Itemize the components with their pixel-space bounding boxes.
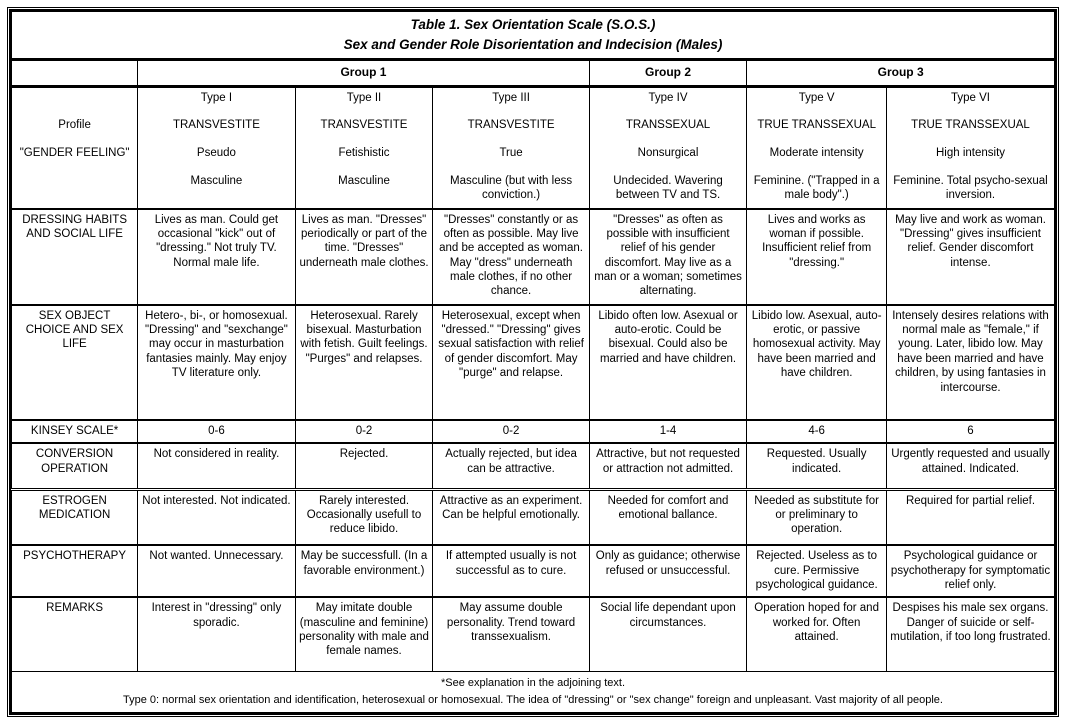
type-name-iv: TRANSSEXUAL bbox=[625, 118, 711, 131]
remarks-row bbox=[12, 597, 1055, 671]
profile-cell-type-vi bbox=[887, 86, 1055, 209]
dressing-row bbox=[12, 209, 1055, 305]
table-title-line2: Sex and Gender Role Disorientation and Indecision (Males) bbox=[343, 36, 723, 52]
cell-remarks-type-vi: Despises his male sex organs. Danger of suicide or self-mutilation, if too long frustrated. bbox=[887, 597, 1055, 671]
type-name-vi: TRUE TRANSSEXUAL bbox=[911, 118, 1030, 131]
estrogen-row bbox=[12, 489, 1055, 545]
cell-remarks-type-iii: May assume double personality. Trend toward transsexualism. bbox=[433, 597, 589, 671]
type-subtype-ii: Fetishistic bbox=[338, 146, 390, 159]
sex-object-row bbox=[12, 305, 1055, 420]
psychotherapy-row bbox=[12, 545, 1055, 597]
row-label-remarks: REMARKS bbox=[12, 597, 138, 671]
cell-conversion-type-iii: Actually rejected, but idea can be attractive. bbox=[433, 443, 589, 489]
profile-cell-type-i bbox=[138, 86, 295, 209]
title-row bbox=[12, 12, 1055, 60]
type-name-i: TRANSVESTITE bbox=[172, 118, 260, 131]
conversion-row bbox=[12, 443, 1055, 489]
type-feeling-iv: Undecided. Wavering between TV and TS. bbox=[613, 174, 723, 201]
group-header-spacer bbox=[12, 60, 138, 87]
type-subtype-iv: Nonsurgical bbox=[637, 146, 699, 159]
cell-remarks-type-i: Interest in "dressing" only sporadic. bbox=[138, 597, 295, 671]
row-label-conversion: CONVERSION OPERATION bbox=[12, 443, 138, 489]
profile-label-line2: "GENDER FEELING" bbox=[19, 146, 130, 159]
group-header-1: Group 1 bbox=[138, 60, 590, 87]
profile-cell-type-iv bbox=[589, 86, 746, 209]
type-header-ii: Type II bbox=[346, 91, 382, 104]
profile-cell-type-v bbox=[747, 86, 887, 209]
row-label-sex-object: SEX OBJECT CHOICE AND SEX LIFE bbox=[12, 305, 138, 420]
type-feeling-v: Feminine. ("Trapped in a male body".) bbox=[753, 174, 880, 201]
table-inner-border bbox=[9, 9, 1057, 715]
type-feeling-i: Masculine bbox=[190, 174, 243, 187]
cell-remarks-type-ii: May imitate double (masculine and feminine) personality with male and female names. bbox=[295, 597, 433, 671]
cell-dressing-type-v: Lives and works as woman if possible. Insufficient relief from "dressing." bbox=[747, 209, 887, 305]
cell-psychotherapy-type-i: Not wanted. Unnecessary. bbox=[138, 545, 295, 597]
footnotes bbox=[12, 672, 1055, 713]
cell-sex-object-type-v: Libido low. Asexual, auto-erotic, or passive homosexual activity. May have been married and have children. bbox=[747, 305, 887, 420]
cell-remarks-type-iv: Social life dependant upon circumstances. bbox=[589, 597, 746, 671]
type-name-ii: TRANSVESTITE bbox=[320, 118, 408, 131]
type-header-vi: Type VI bbox=[951, 91, 990, 104]
cell-estrogen-type-iv: Needed for comfort and emotional ballance. bbox=[589, 489, 746, 545]
cell-sex-object-type-i: Hetero-, bi-, or homosexual. "Dressing" and "sexchange" may occur in masturbation fantasies mainly. May enjoy TV literature only. bbox=[138, 305, 295, 420]
type-subtype-vi: High intensity bbox=[935, 146, 1006, 159]
type-header-iii: Type III bbox=[492, 91, 530, 104]
type-subtype-v: Moderate intensity bbox=[769, 146, 864, 159]
cell-kinsey-type-i: 0-6 bbox=[138, 420, 295, 443]
type-subtype-iii: True bbox=[499, 146, 523, 159]
cell-kinsey-type-iii: 0-2 bbox=[433, 420, 589, 443]
cell-dressing-type-iv: "Dresses" as often as possible with insufficient relief of his gender discomfort. May live as a man or a woman; sometimes alternating. bbox=[589, 209, 746, 305]
profile-cell-type-iii bbox=[433, 86, 589, 209]
cell-psychotherapy-type-iv: Only as guidance; otherwise refused or unsuccessful. bbox=[589, 545, 746, 597]
row-label-kinsey: KINSEY SCALE* bbox=[12, 420, 138, 443]
sos-table bbox=[11, 11, 1055, 713]
cell-conversion-type-vi: Urgently requested and usually attained. Indicated. bbox=[887, 443, 1055, 489]
cell-estrogen-type-i: Not interested. Not indicated. bbox=[138, 489, 295, 545]
cell-sex-object-type-ii: Heterosexual. Rarely bisexual. Masturbation with fetish. Guilt feelings. "Purges" and relapses. bbox=[295, 305, 433, 420]
cell-conversion-type-ii: Rejected. bbox=[295, 443, 433, 489]
table-title bbox=[12, 12, 1055, 60]
cell-dressing-type-i: Lives as man. Could get occasional "kick" out of "dressing." Not truly TV. Normal male life. bbox=[138, 209, 295, 305]
type-header-iv: Type IV bbox=[648, 91, 688, 104]
table-title-line1: Table 1. Sex Orientation Scale (S.O.S.) bbox=[410, 17, 656, 32]
row-label-profile bbox=[12, 86, 138, 209]
group-header-row bbox=[12, 60, 1055, 87]
cell-psychotherapy-type-iii: If attempted usually is not successful as to cure. bbox=[433, 545, 589, 597]
cell-estrogen-type-iii: Attractive as an experiment. Can be helpful emotionally. bbox=[433, 489, 589, 545]
type-header-v: Type V bbox=[798, 91, 835, 104]
cell-kinsey-type-vi: 6 bbox=[887, 420, 1055, 443]
type-header-i: Type I bbox=[200, 91, 233, 104]
type-name-iii: TRANSVESTITE bbox=[467, 118, 555, 131]
cell-conversion-type-i: Not considered in reality. bbox=[138, 443, 295, 489]
kinsey-row bbox=[12, 420, 1055, 443]
group-header-3: Group 3 bbox=[747, 60, 1055, 87]
type-name-v: TRUE TRANSSEXUAL bbox=[757, 118, 876, 131]
cell-kinsey-type-ii: 0-2 bbox=[295, 420, 433, 443]
footnote-row bbox=[12, 672, 1055, 713]
cell-dressing-type-vi: May live and work as woman. "Dressing" gives insufficient relief. Gender discomfort intense. bbox=[887, 209, 1055, 305]
cell-psychotherapy-type-vi: Psychological guidance or psychotherapy for symptomatic relief only. bbox=[887, 545, 1055, 597]
cell-estrogen-type-ii: Rarely interested. Occasionally usefull to reduce libido. bbox=[295, 489, 433, 545]
type-subtype-i: Pseudo bbox=[196, 146, 236, 159]
cell-conversion-type-iv: Attractive, but not requested or attraction not admitted. bbox=[589, 443, 746, 489]
cell-conversion-type-v: Requested. Usually indicated. bbox=[747, 443, 887, 489]
cell-remarks-type-v: Operation hoped for and worked for. Often attained. bbox=[747, 597, 887, 671]
type-feeling-ii: Masculine bbox=[338, 174, 390, 187]
cell-psychotherapy-type-ii: May be successfull. (In a favorable environment.) bbox=[295, 545, 433, 597]
cell-sex-object-type-vi: Intensely desires relations with normal male as "female," if young. Later, libido low. May have been married and have children, by using fantasies in intercourse. bbox=[887, 305, 1055, 420]
type-feeling-vi: Feminine. Total psycho-sexual inversion. bbox=[893, 174, 1048, 201]
cell-dressing-type-iii: "Dresses" constantly or as often as possible. May live and be accepted as woman. May "dress" underneath male clothes, if no other chance. bbox=[433, 209, 589, 305]
group-header-2: Group 2 bbox=[589, 60, 746, 87]
cell-sex-object-type-iv: Libido often low. Asexual or auto-erotic. Could be bisexual. Could also be married and have children. bbox=[589, 305, 746, 420]
type-feeling-iii: Masculine (but with less conviction.) bbox=[450, 174, 573, 201]
cell-psychotherapy-type-v: Rejected. Useless as to cure. Permissive psychological guidance. bbox=[747, 545, 887, 597]
row-label-psychotherapy: PSYCHOTHERAPY bbox=[12, 545, 138, 597]
profile-row bbox=[12, 86, 1055, 209]
row-label-dressing: DRESSING HABITS AND SOCIAL LIFE bbox=[12, 209, 138, 305]
cell-estrogen-type-vi: Required for partial relief. bbox=[887, 489, 1055, 545]
cell-estrogen-type-v: Needed as substitute for or preliminary to operation. bbox=[747, 489, 887, 545]
table-outer-border bbox=[7, 7, 1059, 717]
profile-cell-type-ii bbox=[295, 86, 433, 209]
footnote-line2: Type 0: normal sex orientation and identification, heterosexual or homosexual. The idea of "dressing" or "sex change" foreign and unpleasant. Vast majority of all people. bbox=[123, 693, 943, 706]
row-label-estrogen: ESTROGEN MEDICATION bbox=[12, 489, 138, 545]
cell-kinsey-type-v: 4-6 bbox=[747, 420, 887, 443]
cell-kinsey-type-iv: 1-4 bbox=[589, 420, 746, 443]
profile-label-line1: Profile bbox=[58, 118, 91, 131]
footnote-line1: *See explanation in the adjoining text. bbox=[440, 677, 626, 690]
cell-dressing-type-ii: Lives as man. "Dresses" periodically or part of the time. "Dresses" underneath male clothes. bbox=[295, 209, 433, 305]
cell-sex-object-type-iii: Heterosexual, except when "dressed." "Dressing" gives sexual satisfaction with relief of gender discomfort. May "purge" and relapse. bbox=[433, 305, 589, 420]
